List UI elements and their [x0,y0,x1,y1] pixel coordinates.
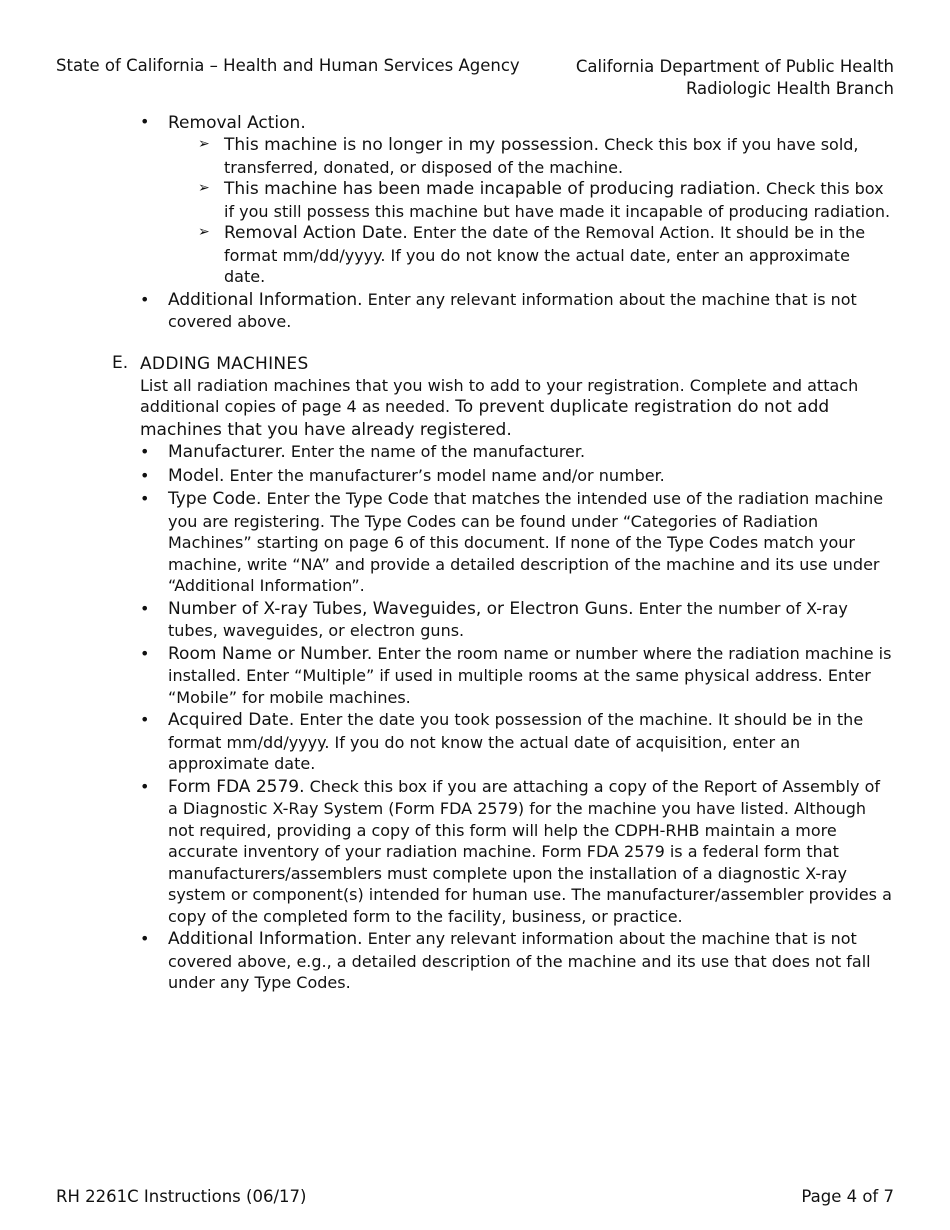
section-title: ADDING MACHINES [140,353,309,374]
list-item [140,928,894,994]
item-text: Enter the name of the manufacturer. [285,442,586,461]
item-term: This machine has been made incapable of producing radiation. [224,179,761,199]
item-term: Manufacturer. [168,442,286,462]
item-term: Number of X-ray Tubes, Waveguides, or Electron Guns. [168,598,634,619]
item-text: Enter the date of the Removal Action. It should be in the format mm/dd/yyyy. If you do not know the actual date, enter an approximate date. [224,223,866,286]
list-item [56,289,894,333]
item-term: Type Code. [168,489,262,509]
removal-list [56,112,894,333]
page-footer [56,1187,894,1206]
list-item [168,222,894,288]
item-term: Model. [168,465,225,486]
form-number: RH 2261C Instructions (06/17) [56,1187,307,1206]
department-line: California Department of Public Health [575,57,894,76]
list-item [56,112,894,288]
list-item [168,178,894,222]
item-term: Additional Information. [168,929,363,949]
item-text: Check this box if you have sold, transferred, donated, or disposed of the machine. [224,135,859,177]
item-text: Enter the number of X-ray tubes, waveguides, or electron guns. [168,598,848,640]
list-item [140,709,894,775]
machine-fields-list [140,441,894,994]
item-term: Room Name or Number. [168,643,373,664]
page-number: Page 4 of 7 [801,1187,894,1206]
list-item [140,441,894,464]
item-text: Enter any relevant information about the machine that is not covered above. [168,289,857,331]
list-item [140,488,894,597]
item-term: This machine is no longer in my possession. [224,135,600,155]
agency-name: State of California – Health and Human Services Agency [56,56,520,75]
list-item [140,776,894,928]
section-e [56,353,894,994]
intro-emphasis: To prevent duplicate registration do not add machines that you have already registered. [140,397,830,440]
page-header [56,56,894,100]
section-intro [140,375,894,442]
section-number: E. [112,352,129,373]
item-term: Additional Information. [168,289,363,310]
department-name [576,56,894,100]
item-term: Form FDA 2579. [168,776,305,797]
item-text: Check this box if you are attaching a copy of the Report of Assembly of a Diagnostic X-Ray System (Form FDA 2579) for the machine you have listed. Although not required, providing a copy of this form will help the CDPH-RHB maintain a more accurate inventory of your radiation machine. Form FDA 2579 is a federal form that manufacturers/assemblers must complete upon the installation of a diagnostic X-ray system or component(s) intended for human use. The manufacturer/assembler provides a copy of the completed form to the facility, business, or practice. [168,776,892,926]
removal-sublist [168,134,894,288]
page-content [56,112,894,995]
item-term: Acquired Date. [168,710,295,730]
list-item [140,598,894,642]
list-item [140,465,894,488]
item-text: Enter the manufacturer’s model name and/or number. [224,465,665,485]
item-text: Check this box if you still possess this machine but have made it incapable of producing radiation. [224,179,891,221]
list-item [140,643,894,709]
item-text: Enter the Type Code that matches the intended use of the radiation machine you are registering. The Type Codes can be found under “Categories of Radiation Machines” starting on page 6 of this document. If none of the Type Codes match your machine, write “NA” and provide a detailed description of the machine and its use under “Additional Information”. [168,489,884,595]
item-text: Enter the room name or number where the radiation machine is installed. Enter “Multiple” if used in multiple rooms at the same physical address. Enter “Mobile” for mobile machines. [168,643,892,707]
branch-line: Radiologic Health Branch [685,79,894,98]
removal-title: • Removal Action. [168,113,306,133]
list-item [168,134,894,178]
item-text: Enter any relevant information about the machine that is not covered above, e.g., a detailed description of the machine and its use that does not fall under any Type Codes. [168,929,871,992]
item-term: Removal Action Date. [224,223,408,243]
item-text: Enter the date you took possession of the machine. It should be in the format mm/dd/yyyy. If you do not know the actual date of acquisition, enter an approximate date. [168,710,864,773]
intro-text: List all radiation machines that you wish to add to your registration. Complete and attach additional copies of page 4 as needed. [140,375,859,416]
